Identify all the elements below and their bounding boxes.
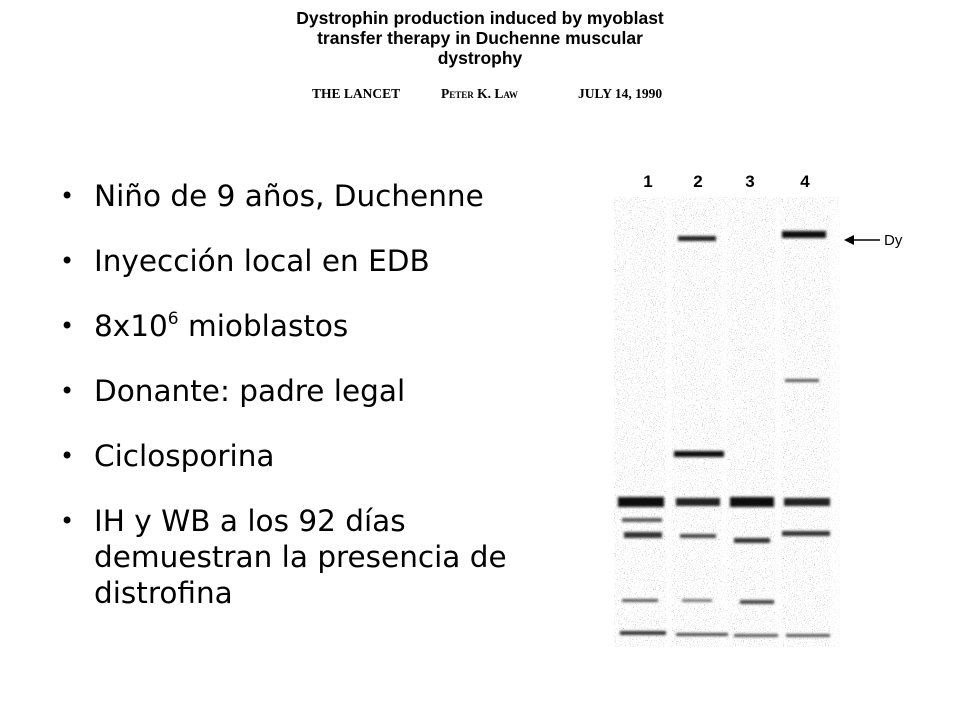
bullet-text-line: IH y WB a los 92 días	[94, 504, 406, 538]
bullet-icon: •	[60, 442, 75, 470]
bullet-item	[60, 178, 590, 214]
bullet-text: Inyección local en EDB	[94, 244, 430, 278]
bullet-icon: •	[60, 312, 75, 340]
bullet-item	[60, 438, 590, 474]
article-citation	[240, 86, 720, 108]
author-name: Peter K. Law	[441, 86, 518, 101]
journal-name: THE LANCET	[312, 86, 401, 101]
lane-label: 2	[693, 172, 703, 191]
lane-label: 1	[643, 172, 653, 191]
article-title-line: Dystrophin production induced by myoblast	[296, 8, 664, 28]
publication-date: JULY 14, 1990	[578, 86, 663, 101]
bullet-list	[60, 178, 590, 640]
lane-label: 3	[745, 172, 755, 191]
bullet-text-rest: mioblastos	[178, 309, 349, 343]
bullet-text: Ciclosporina	[94, 439, 275, 473]
bullet-text-base: 8x10	[94, 309, 168, 343]
bullet-item	[60, 308, 590, 344]
bullet-icon: •	[60, 507, 75, 535]
bullet-item	[60, 243, 590, 279]
bullet-text: Niño de 9 años, Duchenne	[94, 179, 484, 213]
bullet-text: Donante: padre legal	[94, 374, 406, 408]
exponent: 6	[167, 309, 179, 329]
blot-membrane	[614, 197, 840, 647]
bullet-icon: •	[60, 182, 75, 210]
arrow-left-icon	[844, 235, 880, 245]
article-title	[240, 8, 720, 68]
bullet-item	[60, 373, 590, 409]
lane-label: 4	[800, 172, 810, 191]
band-label: Dy	[884, 232, 903, 249]
bullet-item	[60, 503, 590, 611]
article-title-line: dystrophy	[437, 48, 523, 68]
bullet-text-line: distrofina	[94, 576, 233, 610]
article-header	[240, 8, 720, 108]
bullet-icon: •	[60, 377, 75, 405]
western-blot-image	[600, 165, 903, 650]
bullet-text-line: demuestran la presencia de	[94, 540, 507, 574]
bullet-icon: •	[60, 247, 75, 275]
article-title-line: transfer therapy in Duchenne muscular	[317, 28, 643, 48]
